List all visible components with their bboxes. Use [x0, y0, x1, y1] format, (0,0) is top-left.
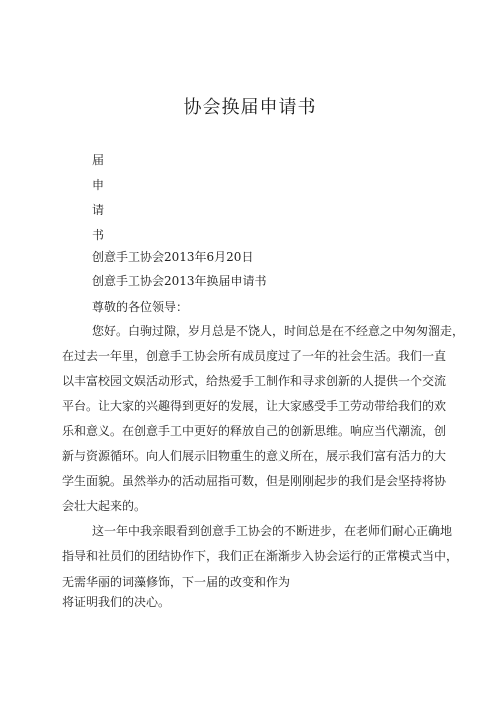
- paragraph-line: 以丰富校园文娱活动形式，给热爱手工制作和寻求创新的人提供一个交流: [62, 374, 447, 388]
- vertical-char: 请: [92, 203, 105, 217]
- paragraph-line: 这一年中我亲眼看到创意手工协会的不断进步，在老师们耐心正确地: [92, 524, 453, 538]
- paragraph-line: 会壮大起来的。: [62, 499, 147, 513]
- paragraph-line: 学生面貌。虽然举办的活动屈指可数，但是刚刚起步的我们是会坚持将协: [62, 474, 447, 488]
- vertical-char: 申: [92, 178, 105, 192]
- paragraph-line: 您好。白驹过隙，岁月总是不饶人，时间总是在不经意之中匆匆溜走，: [92, 324, 465, 338]
- paragraph-line: 乐和意义。在创意手工中更好的释放自己的创新思维。响应当代潮流，创: [62, 424, 447, 438]
- paragraph-line: 将证明我们的决心。: [62, 595, 171, 609]
- date-line: 创意手工协会2013年6月20日: [92, 250, 254, 264]
- paragraph-line: 无需华丽的词藻修饰，下一届的改变和作为: [62, 575, 291, 589]
- paragraph-line: 在过去一年里，创意手工协会所有成员度过了一年的社会生活。我们一直: [62, 349, 447, 363]
- paragraph-line: 新与资源循环。向人们展示旧物重生的意义所在，展示我们富有活力的大: [62, 449, 447, 463]
- subtitle-line: 创意手工协会2013年换届申请书: [92, 274, 267, 288]
- salutation: 尊敬的各位领导：: [92, 300, 189, 314]
- vertical-char: 书: [92, 228, 105, 242]
- paragraph-line: 平台。让大家的兴趣得到更好的发展，让大家感受手工劳动带给我们的欢: [62, 399, 447, 413]
- vertical-char: 届: [92, 153, 105, 167]
- paragraph-line: 指导和社员们的团结协作下，我们正在渐渐步入协会运行的正常模式当中，: [62, 549, 459, 563]
- document-title: 协会换届申请书: [183, 97, 317, 118]
